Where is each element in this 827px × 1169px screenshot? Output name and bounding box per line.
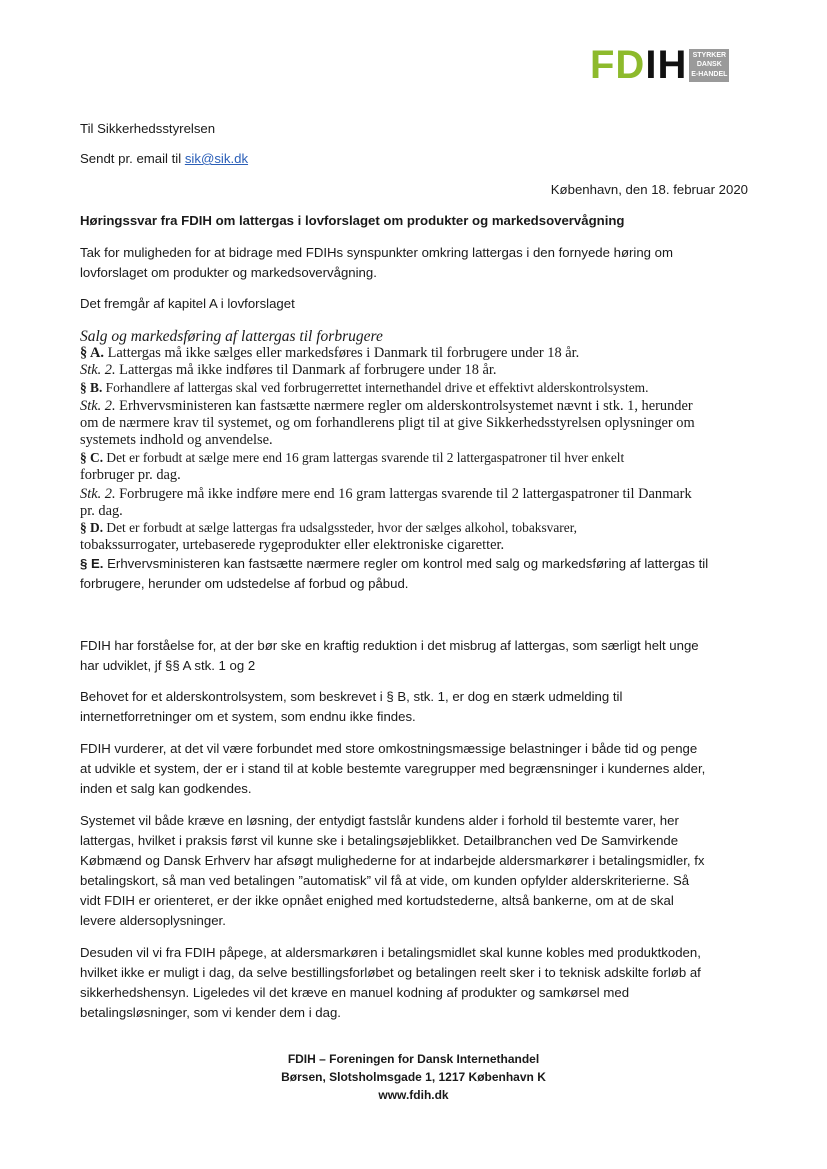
quote-section-a-stk2: Stk. 2. Lattergas må ikke indføres til Danmark af forbrugere under 18 år. <box>80 362 497 378</box>
paragraph-1-line-1: FDIH har forståelse for, at der bør ske en kraftig reduktion i det misbrug af lattergas, som særligt helt unge <box>80 638 699 653</box>
paragraph-4-line-3: Købmænd og Dansk Erhverv har afsøgt mulighederne for at indarbejde aldersmarkører i betalingsmidler, fx <box>80 853 705 868</box>
paragraph-3-line-2: at udvikle et system, der er i stand til at koble bestemte varegrupper med begrænsninger i kundernes alder, <box>80 761 706 776</box>
recipient: Til Sikkerhedsstyrelsen <box>80 121 216 136</box>
quote-section-a: § A. Lattergas må ikke sælges eller markedsføres i Danmark til forbrugere under 18 år. <box>80 345 580 361</box>
paragraph-4-line-1: Systemet vil både kræve en løsning, der entydigt fastslår kundens alder i forhold til bestemte varer, her <box>80 813 679 828</box>
paragraph-4-line-4: betalingskort, så man ved betalingen ”automatisk” vil få at vide, om kunden opfylder alderskriterierne. Så <box>80 873 690 888</box>
paragraph-3-line-3: inden et salg kan godkendes. <box>80 781 252 796</box>
paragraph-5-line-3: sikkerhedshensyn. Ligeledes vil det kræve en manuel kodning af produkter og samkørsel med <box>80 985 630 1000</box>
paragraph-3-line-1: FDIH vurderer, at det vil være forbundet med store omkostningsmæssige belastninger i både tid og penge <box>80 741 698 756</box>
quote-section-c-l1: § C. Det er forbudt at sælge mere end 16 gram lattergas svarende til 2 lattergaspatroner til hver enkelt <box>80 450 625 465</box>
document-title: Høringssvar fra FDIH om lattergas i lovforslaget om produkter og markedsovervågning <box>80 213 625 228</box>
quote-section-c-stk2-l1: Stk. 2. Forbrugere må ikke indføre mere end 16 gram lattergas svarende til 2 lattergaspatroner til Danmark <box>80 486 692 502</box>
paragraph-2-line-1: Behovet for et alderskontrolsystem, som beskrevet i § B, stk. 1, er dog en stærk udmelding til <box>80 689 623 704</box>
paragraph-4-line-6: levere aldersoplysninger. <box>80 913 226 928</box>
logo-wordmark: FDIH <box>590 43 688 87</box>
paragraph-4-line-5: vidt FDIH er orienteret, er der ikke opnået enighed med kortudstederne, altså bankerne, om at de skal <box>80 893 674 908</box>
quote-section-b: § B. Forhandlere af lattergas skal ved forbrugerrettet internethandel drive et effektivt alderskontrolsystem. <box>80 380 649 395</box>
date-line: København, den 18. februar 2020 <box>550 182 748 197</box>
footer-address: Børsen, Slotsholmsgade 1, 1217 København K <box>281 1070 546 1084</box>
quote-section-b-stk2-l2: om de nærmere krav til systemet, og om forhandlerens pligt til at give Sikkerhedsstyrelsen oplysninger om <box>80 415 695 431</box>
email-link[interactable]: sik@sik.dk <box>184 151 249 166</box>
footer-org: FDIH – Foreningen for Dansk Internethandel <box>287 1052 540 1066</box>
paragraph-5-line-4: betalingsløsninger, som vi kender dem i dag. <box>80 1005 341 1020</box>
quote-section-c-l2: forbruger pr. dag. <box>80 467 181 483</box>
paragraph-1-line-2: har udviklet, jf §§ A stk. 1 og 2 <box>80 658 256 673</box>
sent-line: Sendt pr. email til sik@sik.dk <box>80 151 249 166</box>
paragraph-5-line-2: hvilket ikke er muligt i dag, da selve bestillingsforløbet og betalingen reelt sker i to teknisk adskilte forløb af <box>80 965 701 980</box>
chapter-intro: Det fremgår af kapitel A i lovforslaget <box>80 296 295 311</box>
intro-line-2: lovforslaget om produkter og markedsovervågning. <box>80 265 377 280</box>
footer <box>0 1050 827 1104</box>
quote-section-c-stk2-l2: pr. dag. <box>80 503 123 519</box>
fdih-logo <box>590 43 729 87</box>
paragraph-4-line-2: lattergas, hvilket i praksis først vil kunne ske i betalingsøjeblikket. Detailbranchen ved De Samvirkende <box>80 833 679 848</box>
footer-web: www.fdih.dk <box>378 1088 449 1102</box>
logo-tagline: STYRKER DANSK E-HANDEL <box>689 49 729 82</box>
quote-section-b-stk2-l1: Stk. 2. Erhvervsministeren kan fastsætte nærmere regler om alderskontrolsystemet nævnt i stk. 1, herunder <box>80 398 693 414</box>
paragraph-5-line-1: Desuden vil vi fra FDIH påpege, at aldersmarkøren i betalingsmidlet skal kunne kobles med produktkoden, <box>80 945 701 960</box>
quote-heading: Salg og markedsføring af lattergas til forbrugere <box>80 328 383 345</box>
intro-line-1: Tak for muligheden for at bidrage med FDIHs synspunkter omkring lattergas i den fornyede høring om <box>80 245 673 260</box>
quote-section-e-l2: forbrugere, herunder om udstedelse af forbud og påbud. <box>80 576 409 591</box>
quote-section-e-l1: § E. Erhvervsministeren kan fastsætte nærmere regler om kontrol med salg og markedsføring af lattergas til <box>80 556 709 571</box>
paragraph-2-line-2: internetforretninger om et system, som endnu ikke findes. <box>80 709 416 724</box>
quote-section-d-l1: § D. Det er forbudt at sælge lattergas fra udsalgssteder, hvor der sælges alkohol, tobaksvarer, <box>80 520 577 535</box>
quote-section-b-stk2-l3: systemets indhold og anvendelse. <box>80 432 273 448</box>
quote-section-d-l2: tobakssurrogater, urtebaserede rygeprodukter eller elektroniske cigaretter. <box>80 537 505 553</box>
